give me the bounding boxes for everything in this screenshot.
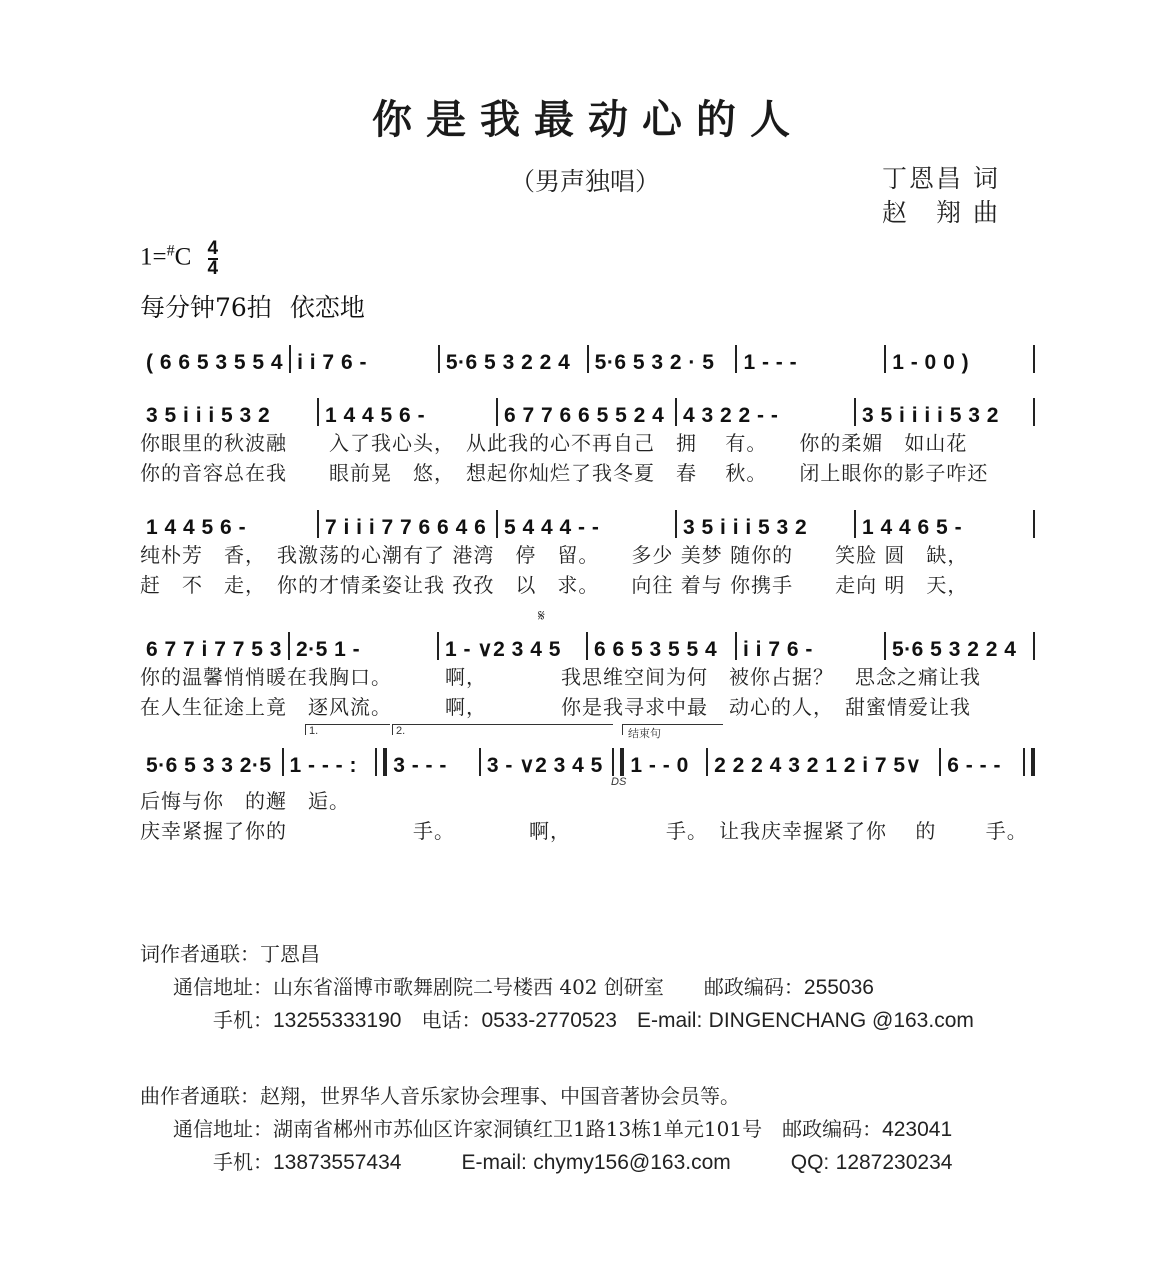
measure: 4 3 2 2 - - [683,404,779,427]
performance-type: （男声独唱） [510,167,661,196]
qq-number: 1287230234 [835,1151,953,1174]
barline [1033,345,1035,373]
address: 山东省淄博市歌舞剧院二号楼西 402 创研室 [273,975,664,999]
barline [1033,632,1035,660]
volta-bracket-2 [392,724,613,735]
ds-mark: DS [611,776,627,788]
measure: 3 5 i i i 5 3 2 [146,404,271,427]
measure: 5·6 5 3 2 2 4 [445,351,571,374]
ending-label: 结束句 [628,728,661,740]
repeat-barline [375,748,387,776]
measure: 1 4 4 6 5 - [862,516,963,539]
double-barline [612,748,624,776]
lyrics-verse-2: 你的音容总在我 眼前晃 悠， 想起你灿烂了我冬夏 春 秋。 闭上眼你的影子咋还 [140,461,989,485]
measure: 1 - - 0 [630,754,689,777]
measure: 1 4 4 5 6 - [325,404,426,427]
mobile-number: 13255333190 [273,1009,402,1032]
staff-system-1 [140,335,1035,375]
tempo-marking: 每分钟76拍 依恋地 [140,293,365,322]
lyricist-contact: 词作者通联：丁恩昌 通信地址：山东省淄博市歌舞剧院二号楼西 402 创研室 邮政编码：255036 手机：13255333190 电话：0533-2770523 E-mail: DINGENCHANG @163.com [140,942,974,1032]
measure: i i 7 6 - [297,351,367,374]
measure: 5·6 5 3 2 · 5 [594,351,715,374]
measure: 3 - ∨2 3 4 5 [486,754,603,777]
measure: 6 - - - [947,754,1001,777]
measure: 1 - 0 0 ) [892,351,970,374]
final-barline [1023,748,1035,776]
volta-1-label: 1. [309,725,319,737]
measure: 1 - ∨2 3 4 5 [444,638,561,661]
time-signature: $\frac{4}{4}$ [207,238,219,279]
phone-number: 0533-2770523 [481,1009,617,1032]
lyrics-verse-2: 在人生征途上竟 逐风流。 啊， 你是我寻求中最 动心的人， 甜蜜情爱让我 [140,695,971,719]
measure: 6 6 5 3 5 5 4 [593,638,718,661]
song-title: 你是我最动心的人 [372,96,804,143]
composer-credit: 赵 翔 曲 [882,198,1000,227]
lyrics-verse-2: 赶 不 走， 你的才情柔姿让我 孜孜 以 求。 向往 着与 你携手 走向 明 天， [140,573,969,597]
measure: 5·6 5 3 2 2 4 [892,638,1017,661]
measure: 6 7 7 6 6 5 5 2 4 [504,404,665,427]
staff-system-3 [140,500,1035,600]
lyrics-verse-2: 庆幸紧握了你的 手。 啊， 手。 让我庆幸握紧了你 的 手。 [140,819,1028,843]
segno-icon: 𝄋 [538,608,545,625]
postcode: 423041 [882,1118,953,1141]
credits [882,162,1000,230]
measure: 2 2 2 4 3 2 1 2 i 7 5∨ [714,754,922,777]
address: 湖南省郴州市苏仙区许家洞镇红卫1路13栋1单元101号 [273,1117,763,1141]
postcode: 255036 [803,976,874,999]
volta-2-label: 2. [396,725,406,737]
measure: 5·6 5 3 3 2·5 [146,754,272,777]
lyrics-verse-1: 纯朴芳 香， 我激荡的心潮有了 港湾 停 留。 多少 美梦 随你的 笑脸 圆 缺， [140,543,969,567]
staff-system-4 [140,622,1035,722]
measure: 1 - - - [743,351,798,374]
measure: 3 - - - [393,754,447,777]
measure: 1 4 4 5 6 - [146,516,247,539]
mobile-number: 13873557434 [273,1151,402,1174]
measure: 7 i i i 7 7 6 6 4 6 [325,516,487,539]
measure: 3 5 i i i 5 3 2 [683,516,808,539]
staff-system-2 [140,388,1035,488]
measure: 5 4 4 4 - - [504,516,600,539]
staff-system-5 [140,738,1035,846]
lyrics-verse-1: 你眼里的秋波融 入了我心头， 从此我的心不再自己 拥 有。 你的柔媚 如山花 [140,431,968,455]
email: chymy156@163.com [533,1151,731,1174]
measure: i i 7 6 - [742,638,813,661]
email: DINGENCHANG @163.com [708,1009,974,1032]
lyricist-credit: 丁恩昌 词 [882,164,1000,193]
key-signature: 1=#C $\frac{4}{4}$ [140,238,219,279]
measure: 1 - - - : [289,754,357,777]
lyrics-verse-1: 后悔与你 的邂 逅。 [140,789,350,813]
measure: 2·5 1 - [295,638,361,661]
measure: ( 6 6 5 3 5 5 4 [146,351,284,374]
measure: 3 5 i i i i 5 3 2 [862,404,999,427]
lyrics-verse-1: 你的温馨悄悄暖在我胸口。 啊， 我思维空间为何 被你占据？ 思念之痛让我 [140,665,981,689]
sharp-icon: # [166,242,175,260]
composer-contact: 曲作者通联：赵翔，世界华人音乐家协会理事、中国音著协会员等。 通信地址：湖南省郴州市苏仙区许家洞镇红卫1路13栋1单元101号 邮政编码：423041 手机：13873557434 E-mail: chymy156@163.com QQ: 1287230234 [140,1084,953,1174]
barline [1033,398,1035,426]
barline [1033,510,1035,538]
measure: 6 7 7 i 7 7 5 3 [146,638,282,661]
